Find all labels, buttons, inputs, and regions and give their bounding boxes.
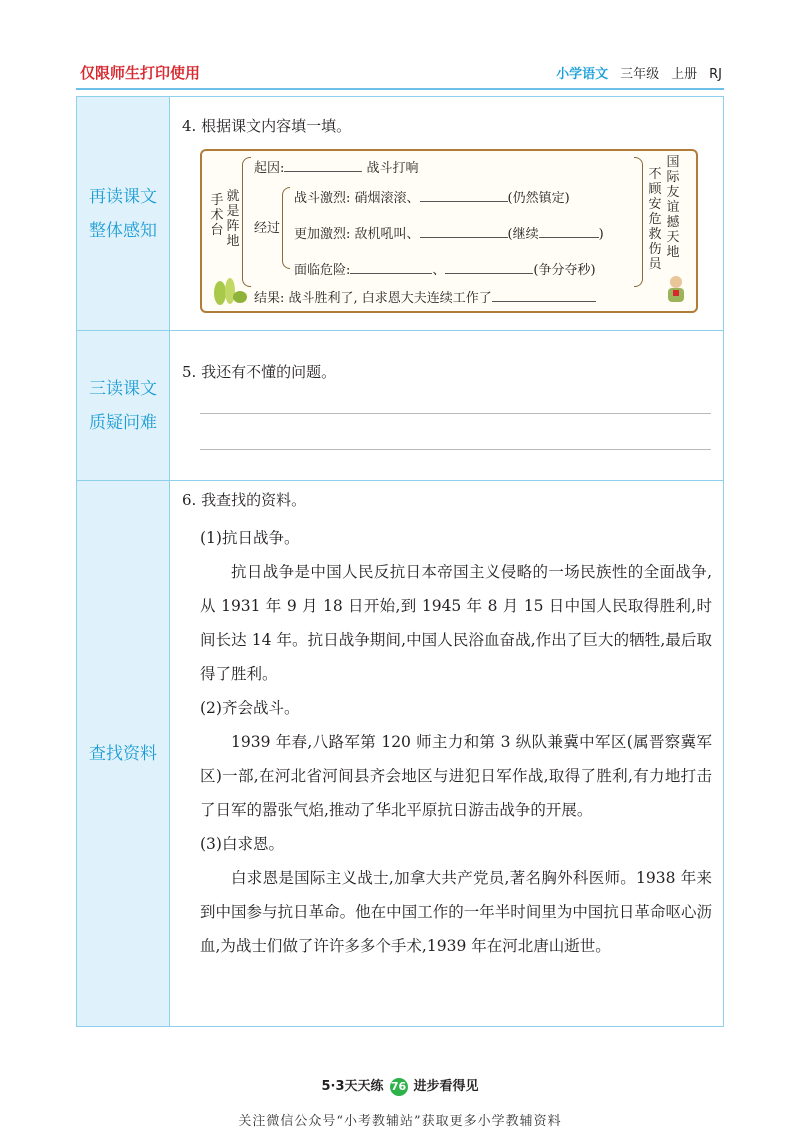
inner-brace: [282, 187, 290, 269]
process-row-2: [294, 223, 604, 242]
subject-label: 小学语文: [556, 67, 609, 82]
process-3-sep: 、: [432, 263, 446, 278]
row-question: [77, 331, 724, 481]
q6-cell: [170, 481, 724, 1027]
vertical-label-saving: 不顾安危救伤员: [648, 167, 662, 272]
vertical-label-battlefield: 就是阵地: [226, 189, 240, 249]
category-line: 三读课文: [89, 378, 157, 399]
watermark-note: 关注微信公众号“小考教辅站”获取更多小学教辅资料: [238, 1114, 562, 1129]
slogan-label: 进步看得见: [413, 1079, 479, 1094]
process-3-blank-b[interactable]: [445, 259, 533, 274]
print-notice: 仅限师生打印使用: [80, 64, 201, 82]
worksheet-table: [76, 96, 724, 1027]
header-rule: [76, 88, 724, 90]
page-number: 76: [390, 1078, 408, 1096]
item-body: 1939 年春,八路军第 120 师主力和第 3 纵队兼冀中军区(属晋察冀军区)一部,在河北省河间县齐会地区与进犯日军作战,取得了胜利,有力地打击了日军的嚣张气焰,推动了华北平原抗日游击战争的开展。: [200, 733, 712, 819]
process-3-blank-a[interactable]: [350, 259, 432, 274]
volume-label: 上册: [671, 67, 698, 82]
book-info: [556, 63, 722, 82]
item-body: 白求恩是国际主义战士,加拿大共产党员,著名胸外科医师。1938 年来到中国参与抗日革命。他在中国工作的一年半时间里为中国抗日革命呕心沥血,为战士们做了许许多多个手术,1939 年在河北唐山逝世。: [200, 869, 712, 955]
story-diagram: [200, 149, 698, 313]
process-3-hint: (争分夺秒): [533, 263, 596, 278]
right-brace: [634, 157, 643, 287]
process-row-3: [294, 259, 596, 278]
q6-title: 6. 我查找的资料。: [182, 491, 307, 509]
q4-title: 4. 根据课文内容填一填。: [182, 117, 352, 135]
process-2-text: 更加激烈: 敌机吼叫、: [294, 227, 420, 242]
q5-cell: [170, 331, 724, 481]
cause-label: 起因:: [254, 161, 285, 176]
result-blank[interactable]: [492, 287, 596, 302]
item-heading: (2)齐会战斗。: [200, 699, 300, 717]
item-heading: (3)白求恩。: [200, 835, 284, 853]
answer-line-1[interactable]: [200, 413, 711, 414]
item-body: 抗日战争是中国人民反抗日本帝国主义侵略的一场民族性的全面战争,从 1931 年 9 月 18 日开始,到 1945 年 8 月 15 日中国人民取得胜利,时间长达 14 年。抗日战争期间,中国人民浴血奋战,作出了巨大的牺牲,最后取得了胜利。: [200, 563, 712, 683]
category-line: 再读课文: [89, 186, 157, 207]
process-label: 经过: [254, 221, 281, 236]
brand-label: 5·3天天练: [321, 1079, 384, 1094]
category-research: [77, 481, 170, 1027]
process-3-text: 面临危险:: [294, 263, 351, 278]
result-text: 结果: 战斗胜利了, 白求恩大夫连续工作了: [254, 291, 492, 306]
outer-brace: [242, 157, 251, 287]
q5-title: 5. 我还有不懂的问题。: [182, 363, 337, 381]
vertical-label-friendship: 国际友谊撼天地: [666, 155, 680, 260]
process-2-hint-blank[interactable]: [539, 223, 599, 238]
research-notes: [200, 521, 712, 963]
row-research: [77, 481, 724, 1027]
process-1-text: 战斗激烈: 硝烟滚滚、: [294, 191, 420, 206]
row-reread: [77, 97, 724, 331]
category-question: [77, 331, 170, 481]
cause-row: [254, 157, 419, 176]
cause-end: 战斗打响: [366, 161, 419, 176]
vertical-label-operating-table: 手术台: [210, 193, 224, 238]
process-2-blank[interactable]: [420, 223, 508, 238]
result-row: [254, 287, 596, 306]
category-reread: [77, 97, 170, 331]
category-line: 查找资料: [89, 743, 157, 764]
answer-line-2[interactable]: [200, 449, 711, 450]
doctor-icon: [662, 273, 690, 305]
process-2-hint: (继续: [507, 227, 539, 242]
page-footer: [0, 1075, 800, 1096]
process-1-blank[interactable]: [420, 187, 508, 202]
item-heading: (1)抗日战争。: [200, 529, 300, 547]
category-line: 质疑问难: [89, 412, 157, 433]
process-1-hint: (仍然镇定): [507, 191, 570, 206]
category-line: 整体感知: [89, 220, 157, 241]
grade-label: 三年级: [620, 67, 660, 82]
edition-label: RJ: [709, 67, 722, 82]
process-2-close: ): [598, 227, 604, 242]
q4-cell: [170, 97, 724, 331]
cause-blank[interactable]: [284, 157, 362, 172]
process-row-1: [294, 187, 570, 206]
